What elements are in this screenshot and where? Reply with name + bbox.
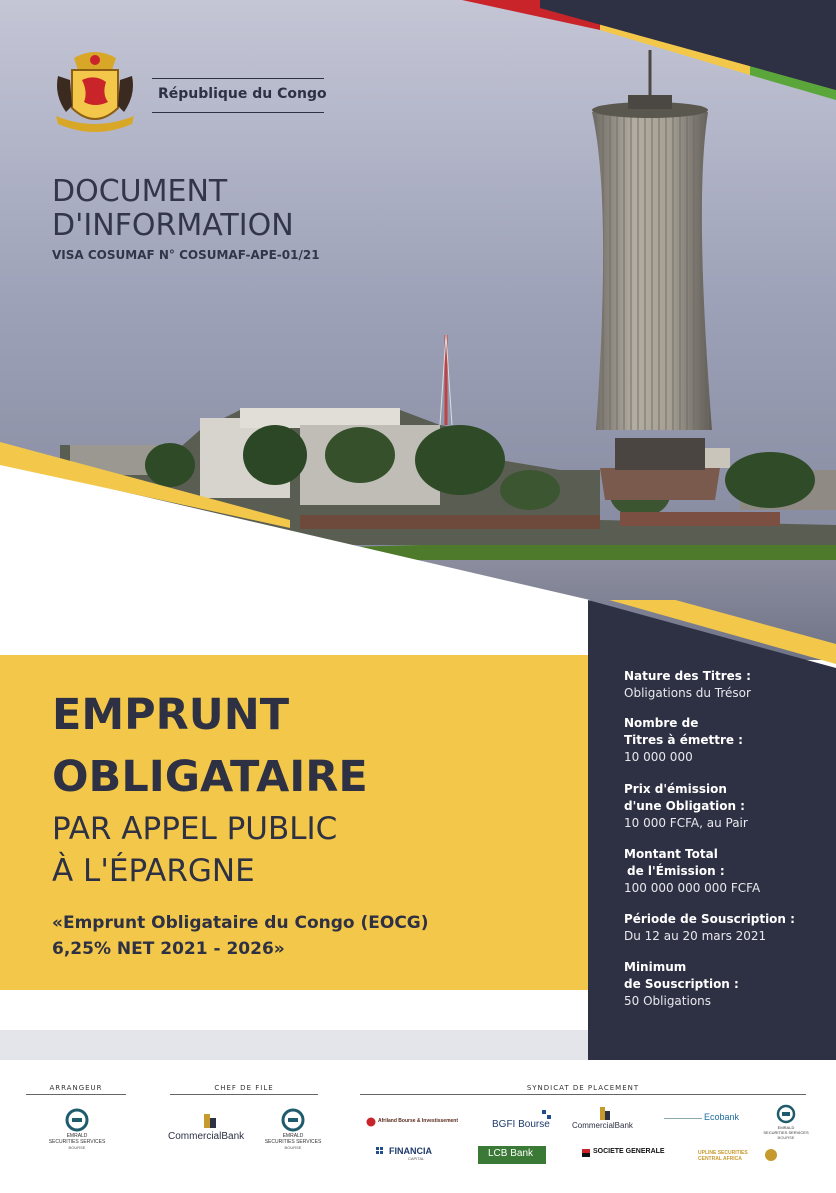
document-title-line-2: D'INFORMATION [52,208,294,243]
syndicat-rule [360,1094,806,1095]
societe-generale-logo [582,1148,674,1162]
info-minimum-label-2: de Souscription : [624,977,739,991]
afriland-icon [366,1117,376,1127]
emrald-3-text-1: EMRALD [777,1125,795,1130]
emrald-logo-text-1: EMRALD [66,1133,88,1139]
ecobank-logo [664,1112,744,1130]
info-minimum-label-1: Minimum [624,960,687,974]
emrald-2-text-2: SECURITIES SERVICES [264,1139,322,1145]
sg-text: SOCIETE GENERALE [593,1148,665,1155]
emrald-2-text-1: EMRALD [282,1133,304,1139]
main-title-line-2: OBLIGATAIRE [52,752,368,802]
sg-icon [582,1149,590,1157]
info-minimum [624,959,824,1010]
info-minimum-value: 50 Obligations [624,994,712,1008]
arrangeur-rule [26,1094,126,1095]
info-periode [624,911,824,945]
syndicat-label: SYNDICAT DE PLACEMENT [526,1084,640,1092]
commercialbank-logo [168,1112,252,1152]
financia-logo [376,1146,448,1162]
info-nature [624,668,824,702]
info-nombre-value: 10 000 000 [624,750,693,764]
info-nombre-label-1: Nombre de [624,716,699,730]
info-montant-value: 100 000 000 000 FCFA [624,881,761,895]
info-montant [624,846,824,897]
header-rule-bottom [152,112,324,113]
info-prix-label-1: Prix d'émission [624,782,727,796]
chef-de-file-rule [170,1094,318,1095]
main-title-line-1: EMPRUNT [52,690,290,740]
afriland-text: Afriland Bourse & Investissement [378,1118,459,1124]
visa-number: VISA COSUMAF N° COSUMAF-APE-01/21 [52,248,320,262]
info-nature-value: Obligations du Trésor [624,686,751,700]
info-periode-value: Du 12 au 20 mars 2021 [624,929,767,943]
emrald-2-text-3: BOURSE [284,1145,302,1150]
commercialbank-logo-2 [572,1106,640,1136]
upline-icon [764,1148,778,1162]
emrald-logo-text-3: BOURSE [68,1145,86,1150]
financia-icon [376,1147,386,1157]
info-nombre-label-2: Titres à émettre : [624,733,743,747]
header-rule-top [152,78,324,79]
document-title [52,175,294,243]
info-montant-label-1: Montant Total [624,847,718,861]
upline-text: UPLINE SECURITIES CENTRAL AFRICA [698,1150,748,1162]
issue-name-line-1: «Emprunt Obligataire du Congo (EOCG) [52,913,429,933]
info-prix [624,781,824,832]
ecobank-text: Ecobank [704,1112,740,1122]
ecobank-rule [664,1118,702,1119]
emrald-icon [52,1108,102,1132]
info-periode-label: Période de Souscription : [624,912,795,926]
chef-de-file-label: CHEF DE FILE [214,1084,274,1092]
info-prix-label-2: d'une Obligation : [624,799,745,813]
country-name: République du Congo [158,86,327,102]
afriland-logo [366,1116,470,1130]
grey-band [0,1030,588,1060]
emrald-logo-2 [264,1108,322,1158]
issue-name-line-2: 6,25% NET 2021 - 2026» [52,939,285,959]
commercialbank-icon-2 [572,1106,640,1122]
financia-subtext: CAPITAL [408,1156,425,1161]
arrangeur-label: ARRANGEUR [49,1084,103,1092]
commercialbank-icon [168,1112,252,1130]
bgfi-logo [492,1110,556,1134]
emrald-logo [48,1108,106,1158]
emrald-logo-3 [764,1104,808,1144]
info-nombre [624,715,824,766]
coat-of-arms-logo [52,50,138,140]
subtitle-line-1: PAR APPEL PUBLIC [52,811,338,847]
emrald-3-text-3: BOURSE [777,1135,795,1140]
emrald-logo-text-2: SECURITIES SERVICES [48,1139,106,1145]
emrald-3-text-2: SECURITIES SERVICES [763,1130,809,1135]
upline-logo [698,1148,788,1166]
document-title-line-1: DOCUMENT [52,174,228,209]
info-prix-value: 10 000 FCFA, au Pair [624,816,748,830]
emrald-icon-3 [764,1104,808,1124]
emrald-icon-2 [268,1108,318,1132]
financia-text: FINANCIA [389,1146,432,1156]
bgfi-text: BGFI Bourse [492,1119,550,1130]
lcb-logo [478,1146,546,1164]
commercialbank-text: CommercialBank [168,1131,245,1142]
info-nature-label: Nature des Titres : [624,669,751,683]
lcb-text: LCB Bank [488,1148,534,1159]
subtitle-line-2: À L'ÉPARGNE [52,853,255,889]
commercialbank-2-text: CommercialBank [572,1121,633,1130]
info-montant-label-2: de l'Émission : [627,864,725,878]
